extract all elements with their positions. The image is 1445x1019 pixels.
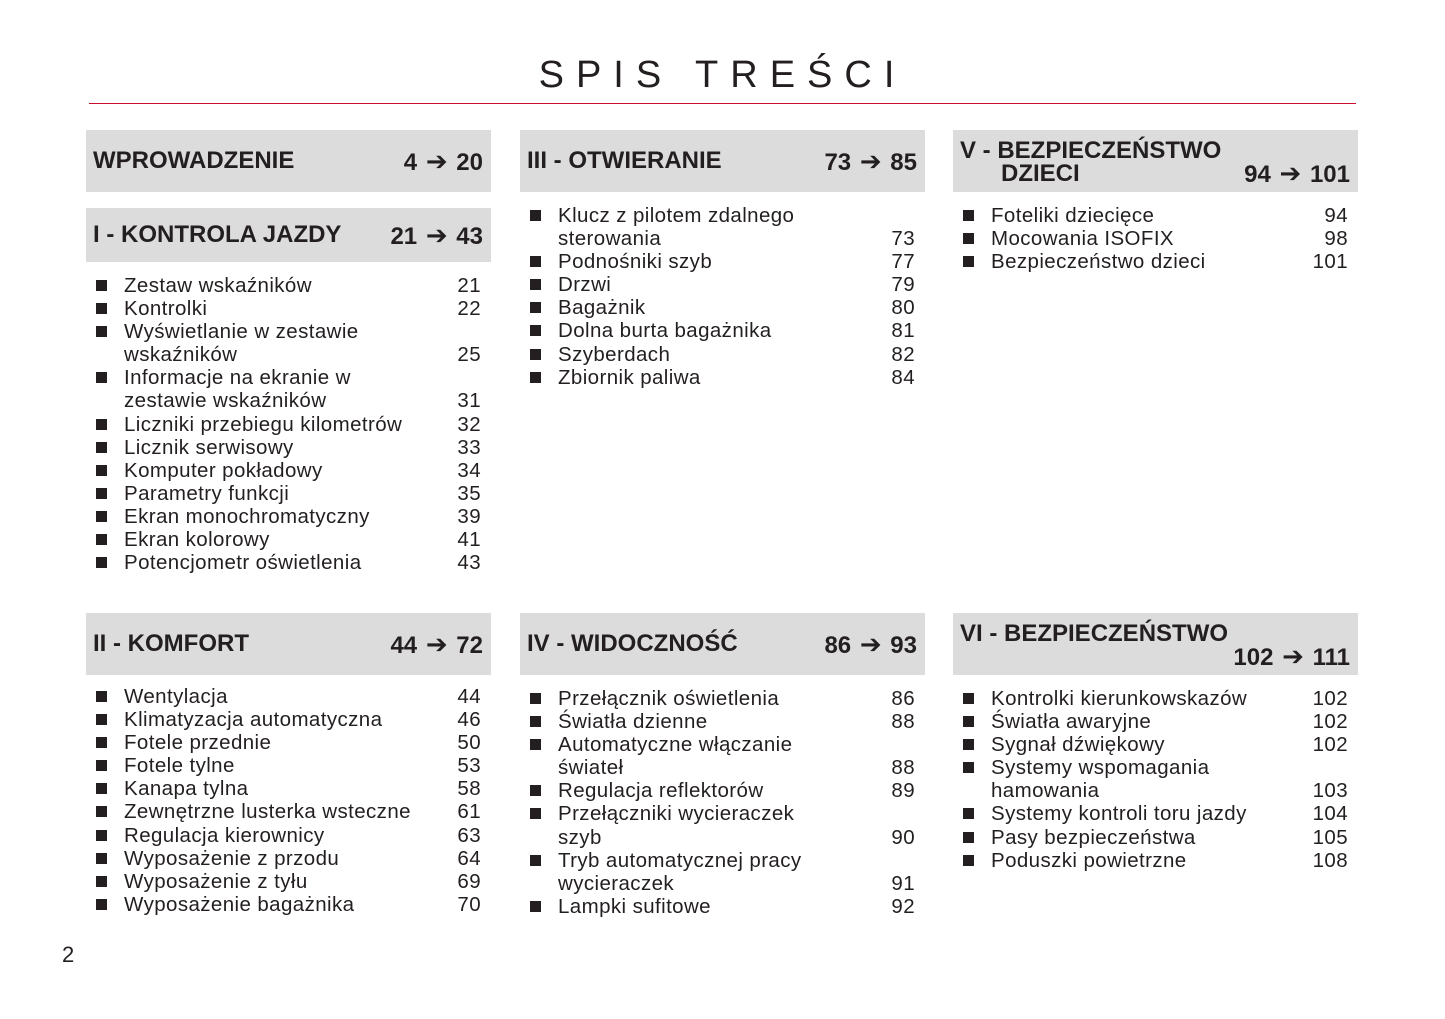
toc-list bbox=[520, 687, 925, 918]
entry-page-number: 82 bbox=[891, 342, 915, 366]
square-bullet-icon bbox=[530, 256, 541, 267]
toc-entry[interactable] bbox=[961, 250, 1348, 273]
square-bullet-icon bbox=[96, 876, 107, 887]
entry-page-number: 31 bbox=[457, 389, 481, 413]
entry-page-number: 64 bbox=[457, 846, 481, 870]
entry-label: Kanapa tylna bbox=[124, 777, 249, 801]
entry-label: Liczniki przebiegu kilometrów bbox=[124, 412, 403, 436]
page-range: 86 ➔ 93 bbox=[824, 628, 917, 659]
toc-entry[interactable] bbox=[961, 756, 1348, 802]
entry-label: Sygnał dźwiękowy bbox=[991, 733, 1165, 757]
entry-label-line-2: hamowania bbox=[991, 779, 1100, 803]
toc-entry[interactable] bbox=[528, 296, 915, 319]
square-bullet-icon bbox=[96, 419, 107, 430]
entry-page-number: 70 bbox=[457, 892, 481, 916]
entry-label-line-2: świateł bbox=[558, 756, 624, 780]
square-bullet-icon bbox=[963, 762, 974, 773]
square-bullet-icon bbox=[530, 279, 541, 290]
square-bullet-icon bbox=[963, 233, 974, 244]
toc-entry[interactable] bbox=[94, 708, 481, 731]
toc-entry[interactable] bbox=[961, 204, 1348, 227]
section-header-intro[interactable] bbox=[86, 130, 491, 192]
entry-page-number: 39 bbox=[457, 504, 481, 528]
entry-page-number: 63 bbox=[457, 823, 481, 847]
entry-label: Kontrolki kierunkowskazów bbox=[991, 687, 1248, 710]
toc-entry[interactable] bbox=[961, 733, 1348, 756]
toc-entry[interactable] bbox=[94, 685, 481, 708]
section-title: V - BEZPIECZEŃSTWO bbox=[960, 136, 1222, 164]
square-bullet-icon bbox=[96, 511, 107, 522]
square-bullet-icon bbox=[530, 739, 541, 750]
entry-page-number: 86 bbox=[891, 687, 915, 710]
section-title: WPROWADZENIE bbox=[93, 147, 295, 174]
section-title: II - KOMFORT bbox=[93, 630, 249, 657]
entry-page-number: 88 bbox=[891, 756, 915, 780]
entry-label: Wyposażenie z przodu bbox=[124, 846, 340, 870]
entry-page-number: 92 bbox=[891, 894, 915, 918]
square-bullet-icon bbox=[530, 901, 541, 912]
entry-label-line-2: sterowania bbox=[558, 227, 662, 251]
arrow-right-icon: ➔ bbox=[425, 628, 448, 659]
entry-page-number: 22 bbox=[457, 297, 481, 321]
entry-page-number: 105 bbox=[1312, 825, 1348, 849]
entry-label: Światła awaryjne bbox=[991, 710, 1152, 734]
square-bullet-icon bbox=[96, 783, 107, 794]
entry-label: Podnośniki szyb bbox=[558, 250, 713, 274]
toc-entry[interactable] bbox=[528, 779, 915, 802]
toc-entry[interactable] bbox=[94, 297, 481, 320]
toc-entry[interactable] bbox=[528, 895, 915, 918]
entry-page-number: 104 bbox=[1312, 802, 1348, 826]
section-header-s2[interactable] bbox=[86, 613, 491, 675]
entry-label: Kontrolki bbox=[124, 297, 208, 321]
section-title: VI - BEZPIECZEŃSTWO bbox=[960, 619, 1229, 647]
section-header-s1[interactable] bbox=[86, 208, 491, 262]
toc-entry[interactable] bbox=[94, 800, 481, 823]
entry-page-number: 34 bbox=[457, 458, 481, 482]
toc-entry[interactable] bbox=[961, 687, 1348, 710]
entry-label: Systemy wspomagania bbox=[991, 756, 1210, 780]
section-header-s5[interactable] bbox=[953, 130, 1358, 192]
toc-entry[interactable] bbox=[94, 274, 481, 297]
entry-page-number: 33 bbox=[457, 435, 481, 459]
entry-label: Ekran monochromatyczny bbox=[124, 504, 370, 528]
page-range: 102 ➔ 111 bbox=[1233, 640, 1350, 671]
entry-page-number: 50 bbox=[457, 731, 481, 755]
entry-page-number: 77 bbox=[891, 250, 915, 274]
entry-label: Klucz z pilotem zdalnego bbox=[558, 204, 795, 227]
square-bullet-icon bbox=[963, 739, 974, 750]
entry-label: Bagażnik bbox=[558, 296, 646, 320]
square-bullet-icon bbox=[963, 210, 974, 221]
entry-label-line-2: wskaźników bbox=[124, 343, 238, 367]
square-bullet-icon bbox=[530, 693, 541, 704]
entry-page-number: 44 bbox=[457, 685, 481, 708]
entry-page-number: 41 bbox=[457, 528, 481, 552]
entry-label: Wyposażenie z tyłu bbox=[124, 869, 308, 893]
entry-label: Zestaw wskaźników bbox=[124, 274, 312, 297]
page-range: 73 ➔ 85 bbox=[824, 145, 917, 176]
entry-page-number: 80 bbox=[891, 296, 915, 320]
square-bullet-icon bbox=[96, 737, 107, 748]
entry-page-number: 32 bbox=[457, 412, 481, 436]
section-kontrola-jazdy bbox=[86, 208, 491, 574]
toc-entry[interactable] bbox=[528, 250, 915, 273]
section-title: I - KONTROLA JAZDY bbox=[93, 221, 342, 248]
toc-entry[interactable] bbox=[961, 802, 1348, 825]
entry-label: Przełącznik oświetlenia bbox=[558, 687, 780, 710]
toc-entry[interactable] bbox=[528, 710, 915, 733]
entry-page-number: 101 bbox=[1312, 250, 1348, 274]
toc-entry[interactable] bbox=[94, 893, 481, 916]
entry-page-number: 79 bbox=[891, 273, 915, 297]
entry-page-number: 53 bbox=[457, 754, 481, 778]
section-header-s3[interactable] bbox=[520, 130, 925, 192]
arrow-right-icon: ➔ bbox=[425, 219, 448, 250]
entry-page-number: 46 bbox=[457, 708, 481, 732]
toc-list bbox=[86, 685, 491, 916]
entry-label: Komputer pokładowy bbox=[124, 458, 323, 482]
entry-label: Dolna burta bagażnika bbox=[558, 319, 772, 343]
entry-page-number: 25 bbox=[457, 343, 481, 367]
square-bullet-icon bbox=[96, 303, 107, 314]
square-bullet-icon bbox=[96, 280, 107, 291]
toc-entry[interactable] bbox=[961, 849, 1348, 872]
entry-label-line-2: zestawie wskaźników bbox=[124, 389, 327, 413]
entry-label: Pasy bezpieczeństwa bbox=[991, 825, 1196, 849]
entry-page-number: 98 bbox=[1324, 227, 1348, 251]
square-bullet-icon bbox=[96, 442, 107, 453]
entry-label: Bezpieczeństwo dzieci bbox=[991, 250, 1206, 274]
toc-list bbox=[953, 687, 1358, 872]
column-1 bbox=[86, 130, 491, 192]
entry-label: Drzwi bbox=[558, 273, 612, 297]
toc-entry[interactable] bbox=[961, 227, 1348, 250]
entry-label: Zbiornik paliwa bbox=[558, 365, 701, 389]
title-divider bbox=[89, 103, 1356, 104]
entry-label: Fotele przednie bbox=[124, 731, 272, 755]
square-bullet-icon bbox=[96, 557, 107, 568]
entry-label: Wyposażenie bagażnika bbox=[124, 892, 355, 916]
toc-entry[interactable] bbox=[94, 847, 481, 870]
entry-label: Światła dzienne bbox=[558, 710, 708, 734]
entry-label: Lampki sufitowe bbox=[558, 894, 711, 918]
toc-entry[interactable] bbox=[528, 802, 915, 848]
toc-entry[interactable] bbox=[528, 204, 915, 250]
entry-label: Mocowania ISOFIX bbox=[991, 227, 1174, 251]
square-bullet-icon bbox=[530, 302, 541, 313]
toc-list bbox=[86, 274, 491, 574]
page-number: 2 bbox=[62, 942, 75, 967]
section-bezpieczenstwo bbox=[953, 613, 1358, 872]
entry-page-number: 91 bbox=[891, 871, 915, 895]
entry-page-number: 89 bbox=[891, 779, 915, 803]
square-bullet-icon bbox=[530, 855, 541, 866]
page-range: 94 ➔ 101 bbox=[1244, 157, 1350, 188]
entry-page-number: 88 bbox=[891, 710, 915, 734]
page-range: 4 ➔ 20 bbox=[403, 145, 483, 176]
square-bullet-icon bbox=[530, 210, 541, 221]
square-bullet-icon bbox=[96, 326, 107, 337]
entry-label: Wyświetlanie w zestawie bbox=[124, 320, 359, 344]
square-bullet-icon bbox=[963, 716, 974, 727]
square-bullet-icon bbox=[530, 325, 541, 336]
toc-entry[interactable] bbox=[94, 505, 481, 528]
entry-page-number: 73 bbox=[891, 227, 915, 251]
square-bullet-icon bbox=[963, 256, 974, 267]
toc-entry[interactable] bbox=[94, 551, 481, 574]
entry-label: Regulacja kierownicy bbox=[124, 823, 325, 847]
entry-page-number: 21 bbox=[457, 274, 481, 297]
entry-page-number: 43 bbox=[457, 551, 481, 575]
toc-entry[interactable] bbox=[528, 273, 915, 296]
section-bezpieczenstwo-dzieci bbox=[953, 130, 1358, 273]
entry-label-line-2: wycieraczek bbox=[558, 871, 675, 895]
square-bullet-icon bbox=[530, 716, 541, 727]
square-bullet-icon bbox=[96, 372, 107, 383]
section-widocznosc bbox=[520, 613, 925, 918]
section-komfort bbox=[86, 613, 491, 916]
square-bullet-icon bbox=[96, 899, 107, 910]
entry-page-number: 58 bbox=[457, 777, 481, 801]
section-header-s4[interactable] bbox=[520, 613, 925, 675]
section-otwieranie bbox=[520, 130, 925, 389]
square-bullet-icon bbox=[963, 808, 974, 819]
toc-entry[interactable] bbox=[94, 366, 481, 412]
entry-label: Informacje na ekranie w bbox=[124, 366, 351, 390]
toc-entry[interactable] bbox=[94, 436, 481, 459]
toc-entry[interactable] bbox=[94, 413, 481, 436]
toc-entry[interactable] bbox=[528, 319, 915, 342]
square-bullet-icon bbox=[96, 806, 107, 817]
square-bullet-icon bbox=[96, 830, 107, 841]
entry-page-number: 90 bbox=[891, 825, 915, 849]
toc-entry[interactable] bbox=[961, 710, 1348, 733]
entry-label: Parametry funkcji bbox=[124, 481, 290, 505]
entry-page-number: 84 bbox=[891, 365, 915, 389]
square-bullet-icon bbox=[96, 853, 107, 864]
page-title: SPIS TREŚCI bbox=[538, 54, 907, 96]
toc-entry[interactable] bbox=[94, 777, 481, 800]
entry-page-number: 69 bbox=[457, 869, 481, 893]
arrow-right-icon: ➔ bbox=[1279, 157, 1302, 188]
section-title: III - OTWIERANIE bbox=[527, 147, 722, 174]
toc-entry[interactable] bbox=[94, 528, 481, 551]
square-bullet-icon bbox=[96, 760, 107, 771]
square-bullet-icon bbox=[963, 832, 974, 843]
entry-page-number: 102 bbox=[1312, 710, 1348, 734]
square-bullet-icon bbox=[530, 372, 541, 383]
entry-label: Regulacja reflektorów bbox=[558, 779, 764, 803]
toc-entry[interactable] bbox=[528, 733, 915, 779]
section-title-line-2: DZIECI bbox=[1001, 159, 1080, 187]
section-header-s6[interactable] bbox=[953, 613, 1358, 675]
entry-page-number: 102 bbox=[1312, 733, 1348, 757]
entry-label: Zewnętrzne lusterka wsteczne bbox=[124, 800, 411, 824]
entry-label: Przełączniki wycieraczek bbox=[558, 802, 795, 826]
entry-label: Potencjometr oświetlenia bbox=[124, 551, 362, 575]
arrow-right-icon: ➔ bbox=[859, 145, 882, 176]
entry-label: Fotele tylne bbox=[124, 754, 235, 778]
entry-label: Foteliki dziecięce bbox=[991, 204, 1155, 227]
entry-label: Wentylacja bbox=[124, 685, 228, 708]
entry-page-number: 94 bbox=[1324, 204, 1348, 227]
entry-label: Poduszki powietrzne bbox=[991, 848, 1187, 872]
entry-label: Automatyczne włączanie bbox=[558, 733, 793, 757]
entry-page-number: 108 bbox=[1312, 848, 1348, 872]
entry-label: Ekran kolorowy bbox=[124, 528, 270, 552]
entry-page-number: 81 bbox=[891, 319, 915, 343]
square-bullet-icon bbox=[530, 808, 541, 819]
section-title: IV - WIDOCZNOŚĆ bbox=[527, 630, 738, 657]
page-range: 21 ➔ 43 bbox=[390, 219, 483, 250]
toc-entry[interactable] bbox=[94, 754, 481, 777]
entry-page-number: 35 bbox=[457, 481, 481, 505]
toc-entry[interactable] bbox=[528, 366, 915, 389]
entry-page-number: 61 bbox=[457, 800, 481, 824]
entry-label: Tryb automatycznej pracy bbox=[558, 848, 802, 872]
square-bullet-icon bbox=[96, 534, 107, 545]
entry-label: Szyberdach bbox=[558, 342, 671, 366]
page-range: 44 ➔ 72 bbox=[390, 628, 483, 659]
toc-entry[interactable] bbox=[94, 870, 481, 893]
entry-label: Systemy kontroli toru jazdy bbox=[991, 802, 1247, 826]
square-bullet-icon bbox=[963, 693, 974, 704]
square-bullet-icon bbox=[96, 714, 107, 725]
square-bullet-icon bbox=[530, 785, 541, 796]
toc-entry[interactable] bbox=[94, 459, 481, 482]
arrow-right-icon: ➔ bbox=[1282, 640, 1304, 671]
toc-entry[interactable] bbox=[94, 824, 481, 847]
entry-page-number: 103 bbox=[1312, 779, 1348, 803]
arrow-right-icon: ➔ bbox=[859, 628, 882, 659]
toc-entry[interactable] bbox=[94, 320, 481, 366]
toc-entry[interactable] bbox=[961, 826, 1348, 849]
entry-label-line-2: szyb bbox=[558, 825, 602, 849]
entry-page-number: 102 bbox=[1312, 687, 1348, 710]
toc-entry[interactable] bbox=[528, 343, 915, 366]
square-bullet-icon bbox=[96, 691, 107, 702]
toc-list bbox=[520, 204, 925, 389]
square-bullet-icon bbox=[530, 349, 541, 360]
square-bullet-icon bbox=[96, 465, 107, 476]
toc-entry[interactable] bbox=[528, 849, 915, 895]
toc-entry[interactable] bbox=[94, 731, 481, 754]
toc-list bbox=[953, 204, 1358, 273]
entry-label: Klimatyzacja automatyczna bbox=[124, 708, 383, 732]
arrow-right-icon: ➔ bbox=[425, 145, 448, 176]
entry-label: Licznik serwisowy bbox=[124, 435, 294, 459]
square-bullet-icon bbox=[963, 855, 974, 866]
toc-entry[interactable] bbox=[94, 482, 481, 505]
toc-entry[interactable] bbox=[528, 687, 915, 710]
square-bullet-icon bbox=[96, 488, 107, 499]
